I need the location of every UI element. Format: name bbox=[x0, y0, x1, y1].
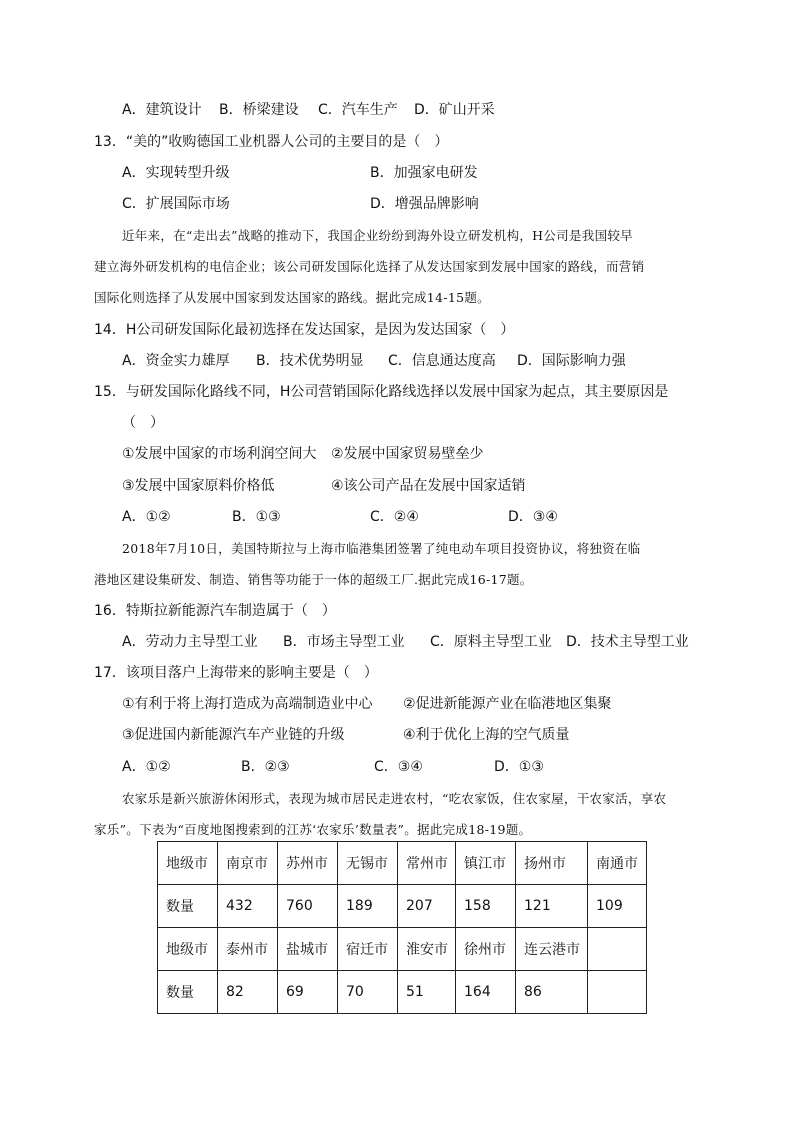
table-cell: 760 bbox=[278, 885, 338, 928]
table-cell: 无锡市 bbox=[338, 842, 398, 885]
table-cell: 南京市 bbox=[218, 842, 278, 885]
q14-stem: 14．H公司研发国际化最初选择在发达国家，是因为发达国家（ ） bbox=[94, 322, 515, 338]
q15-statement-3: ③发展中国家原料价格低 bbox=[122, 478, 275, 494]
q16-stem: 16．特斯拉新能源汽车制造属于（ ） bbox=[94, 603, 336, 619]
table-cell: 109 bbox=[588, 885, 647, 928]
table-cell: 南通市 bbox=[588, 842, 647, 885]
q16-option-b: B．市场主导型工业 bbox=[283, 634, 405, 650]
q14-option-c: C．信息通达度高 bbox=[388, 353, 496, 369]
table-cell: 地级市 bbox=[158, 842, 218, 885]
passage1-line3: 国际化则选择了从发展中国家到发达国家的路线。据此完成14-15题。 bbox=[94, 290, 490, 305]
q13-stem: 13．“美的”收购德国工业机器人公司的主要目的是（ ） bbox=[94, 134, 449, 150]
table-cell: 苏州市 bbox=[278, 842, 338, 885]
table-cell: 121 bbox=[516, 885, 588, 928]
table-cell: 70 bbox=[338, 971, 398, 1014]
q15-statement-2: ②发展中国家贸易壁垒少 bbox=[331, 446, 484, 462]
q16-option-d: D．技术主导型工业 bbox=[566, 634, 689, 650]
table-row bbox=[158, 971, 647, 1014]
q17-option-d: D．①③ bbox=[494, 759, 544, 775]
q17-statement-1: ①有利于将上海打造成为高端制造业中心 bbox=[122, 696, 373, 712]
q14-option-d: D．国际影响力强 bbox=[517, 353, 626, 369]
q12-option-b: B．桥梁建设 bbox=[219, 102, 299, 118]
q13-option-d: D．增强品牌影响 bbox=[370, 196, 479, 212]
q15-stem-paren: （ ） bbox=[122, 415, 164, 431]
q16-option-c: C．原料主导型工业 bbox=[430, 634, 552, 650]
table-cell: 宿迁市 bbox=[338, 928, 398, 971]
table-cell: 扬州市 bbox=[516, 842, 588, 885]
q17-option-a: A．①② bbox=[122, 759, 171, 775]
table-cell: 86 bbox=[516, 971, 588, 1014]
table-cell: 82 bbox=[218, 971, 278, 1014]
passage3-line1: 农家乐是新兴旅游休闲形式，表现为城市居民走进农村，“吃农家饭，住农家屋，干农家活，享农 bbox=[122, 791, 667, 806]
q13-option-b: B．加强家电研发 bbox=[370, 165, 478, 181]
passage2-line1: 2018年7月10日，美国特斯拉与上海市临港集团签署了纯电动车项目投资协议，将独资在临 bbox=[122, 541, 641, 556]
q15-option-a: A．①② bbox=[122, 509, 171, 525]
table-cell: 189 bbox=[338, 885, 398, 928]
table-cell: 泰州市 bbox=[218, 928, 278, 971]
q12-option-c: C．汽车生产 bbox=[318, 102, 398, 118]
table-cell: 164 bbox=[456, 971, 516, 1014]
table-cell: 69 bbox=[278, 971, 338, 1014]
table-cell: 207 bbox=[398, 885, 456, 928]
q15-option-c: C．②④ bbox=[370, 509, 419, 525]
q15-statement-4: ④该公司产品在发展中国家适销 bbox=[331, 478, 526, 494]
table-cell: 158 bbox=[456, 885, 516, 928]
table-cell bbox=[588, 971, 647, 1014]
passage2-line2: 港地区建设集研发、制造、销售等功能于一体的超级工厂.据此完成16-17题。 bbox=[94, 572, 533, 587]
table-cell: 数量 bbox=[158, 971, 218, 1014]
farm-stay-count-table bbox=[157, 841, 647, 1014]
q13-option-c: C．扩展国际市场 bbox=[122, 196, 230, 212]
table-cell: 数量 bbox=[158, 885, 218, 928]
passage3-line2: 家乐”。下表为“百度地图搜索到的江苏‘农家乐’数量表”。据此完成18-19题。 bbox=[94, 822, 532, 837]
q12-option-a: A．建筑设计 bbox=[122, 102, 202, 118]
table-cell: 地级市 bbox=[158, 928, 218, 971]
q17-stem: 17．该项目落户上海带来的影响主要是（ ） bbox=[94, 665, 378, 681]
q17-statement-4: ④利于优化上海的空气质量 bbox=[403, 727, 570, 743]
q15-stem: 15．与研发国际化路线不同，H公司营销国际化路线选择以发展中国家为起点，其主要原因是 bbox=[94, 384, 669, 400]
q15-statement-1: ①发展中国家的市场利润空间大 bbox=[122, 446, 317, 462]
q12-option-d: D．矿山开采 bbox=[414, 102, 495, 118]
q14-option-a: A．资金实力雄厚 bbox=[122, 353, 230, 369]
table-cell: 盐城市 bbox=[278, 928, 338, 971]
table-row bbox=[158, 842, 647, 885]
q16-option-a: A．劳动力主导型工业 bbox=[122, 634, 258, 650]
table-row bbox=[158, 885, 647, 928]
q13-option-a: A．实现转型升级 bbox=[122, 165, 230, 181]
q15-option-b: B．①③ bbox=[232, 509, 281, 525]
table-cell: 常州市 bbox=[398, 842, 456, 885]
table-cell: 淮安市 bbox=[398, 928, 456, 971]
table-cell: 镇江市 bbox=[456, 842, 516, 885]
passage1-line1: 近年来，在“走出去”战略的推动下，我国企业纷纷到海外设立研发机构，H公司是我国较早 bbox=[122, 228, 633, 243]
q15-option-d: D．③④ bbox=[508, 509, 558, 525]
q17-statement-3: ③促进国内新能源汽车产业链的升级 bbox=[122, 727, 345, 743]
table-cell: 徐州市 bbox=[456, 928, 516, 971]
table-cell: 432 bbox=[218, 885, 278, 928]
q14-option-b: B．技术优势明显 bbox=[256, 353, 364, 369]
table-cell: 连云港市 bbox=[516, 928, 588, 971]
passage1-line2: 建立海外研发机构的电信企业；该公司研发国际化选择了从发达国家到发展中国家的路线，而营销 bbox=[94, 259, 645, 274]
q17-statement-2: ②促进新能源产业在临港地区集聚 bbox=[403, 696, 612, 712]
q17-option-c: C．③④ bbox=[374, 759, 423, 775]
table-cell bbox=[588, 928, 647, 971]
table-cell: 51 bbox=[398, 971, 456, 1014]
table-row bbox=[158, 928, 647, 971]
q17-option-b: B．②③ bbox=[241, 759, 290, 775]
